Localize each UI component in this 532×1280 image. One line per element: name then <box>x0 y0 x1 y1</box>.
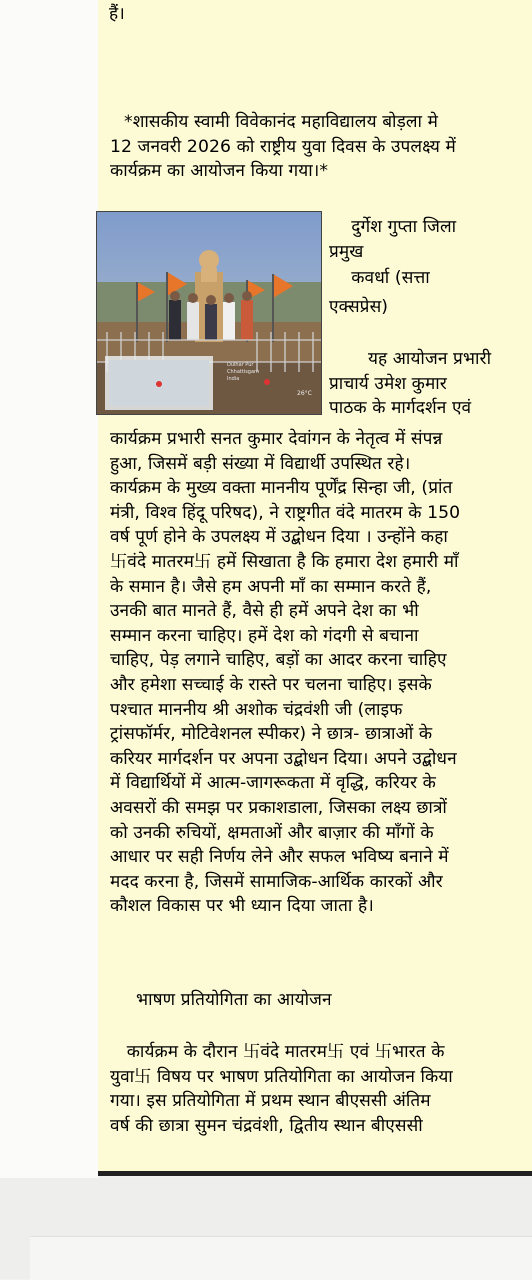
byline-line: प्रमुख <box>329 241 364 262</box>
body-line: उनकी बात मानते हैं, वैसे ही हमें अपने देश का भी <box>110 601 419 622</box>
body-line: के समान है। जैसे हम अपनी माँ का सम्मान करते हैं, <box>110 576 432 597</box>
lower-page-edge <box>30 1236 532 1280</box>
photo-temperature: 26°C <box>297 390 312 397</box>
body-line: मंत्री, विश्व हिंदू परिषद), ने राष्ट्रगीत वंदे मातरम के 150 <box>110 502 461 523</box>
body-line: ट्रांसफॉर्मर, मोटिवेशनल स्पीकर) ने छात्र- छात्राओं के <box>110 724 433 745</box>
body-line: वर्ष पूर्ण होने के उपलक्ष्य में उद्बोधन दिया । उन्होंने कहा <box>110 527 448 548</box>
top-fragment: हैं। <box>109 4 125 24</box>
body-line: चाहिए, पेड़ लगाने चाहिए, बड़ों का आदर करना चाहिए <box>110 650 447 671</box>
headline-line: कार्यक्रम का आयोजन किया गया।* <box>110 161 329 182</box>
photo-location-text <box>227 362 259 383</box>
body-line: को उनकी रुचियों, क्षमताओं और बाज़ार की माँगों के <box>110 822 434 843</box>
intro-line: प्राचार्य उमेश कुमार <box>329 373 447 394</box>
byline-line: एक्सप्रेस) <box>329 296 389 317</box>
body-line: करियर मार्गदर्शन पर अपना उद्बोधन दिया। अपने उद्बोधन <box>110 748 457 769</box>
intro-line: यह आयोजन प्रभारी <box>329 349 492 369</box>
body-line: पश्चात माननीय श्री अशोक चंद्रवंशी जी (लाइफ <box>110 699 403 720</box>
photo-location-line: India <box>227 376 240 382</box>
body-line: सम्मान करना चाहिए। हमें देश को गंदगी से बचाना <box>110 625 419 646</box>
body-line: हुआ, जिसमें बड़ी संख्या में विद्यार्थी उपस्थित रहे। <box>110 453 411 474</box>
final-paragraph <box>110 1040 453 1138</box>
page-bottom-rule <box>98 1171 532 1176</box>
photo-location-line: Dulhar Pur <box>227 362 254 368</box>
body-line: कौशल विकास पर भी ध्यान दिया जाता है। <box>110 896 374 917</box>
body-line: में विद्यार्थियों में आत्म-जागरूकता में वृद्धि, करियर के <box>110 773 436 794</box>
body-line: आधार पर सही निर्णय लेने और सफल भविष्य बनाने में <box>110 847 449 868</box>
final-line: युवा卐 विषय पर भाषण प्रतियोगिता का आयोजन किया <box>110 1066 453 1087</box>
intro-line: पाठक के मार्गदर्शन एवं <box>329 398 472 419</box>
body-line: कार्यक्रम प्रभारी सनत कुमार देवांगन के नेतृत्व में संपन्न <box>110 429 443 449</box>
body-line: कार्यक्रम के मुख्य वक्ता माननीय पूर्णेंद्र सिन्हा जी, (प्रांत <box>110 478 453 499</box>
article-body <box>110 427 460 919</box>
body-line: अवसरों की समझ पर प्रकाशडाला, जिसका लक्ष्य छात्रों <box>110 797 447 818</box>
body-line: मदद करना है, जिसमें सामाजिक-आर्थिक कारकों और <box>110 871 443 892</box>
left-margin <box>0 0 98 1178</box>
final-line: गया। इस प्रतियोगिता में प्रथम स्थान बीएससी अंतिम <box>110 1091 431 1112</box>
byline <box>329 215 456 319</box>
headline-line: 12 जनवरी 2026 को राष्ट्रीय युवा दिवस के उपलक्ष्य में <box>110 136 456 157</box>
photo-location-line: Chhattisgarh <box>227 369 260 375</box>
below-page-area <box>0 1178 532 1279</box>
headline <box>110 110 456 184</box>
event-photo <box>96 211 322 415</box>
headline-line: *शासकीय स्वामी विवेकानंद महाविद्यालय बोड़ला मे <box>124 112 439 132</box>
body-line: 卐वंदे मातरम卐 हमें सिखाता है कि हमारा देश हमारी माँ <box>110 551 459 572</box>
byline-line: दुर्गेश गुप्ता जिला <box>329 217 457 237</box>
section-subheading: भाषण प्रतियोगिता का आयोजन <box>136 990 332 1010</box>
intro-text <box>329 347 491 421</box>
final-line: कार्यक्रम के दौरान 卐वंदे मातरम卐 एवं 卐भारत के <box>110 1042 445 1062</box>
final-line: वर्ष की छात्रा सुमन चंद्रवंशी, द्वितीय स्थान बीएससी <box>110 1115 423 1136</box>
body-line: और हमेशा सच्चाई के रास्ते पर चलना चाहिए। इसके <box>110 674 432 695</box>
byline-line: कवर्धा (सत्ता <box>329 268 430 289</box>
